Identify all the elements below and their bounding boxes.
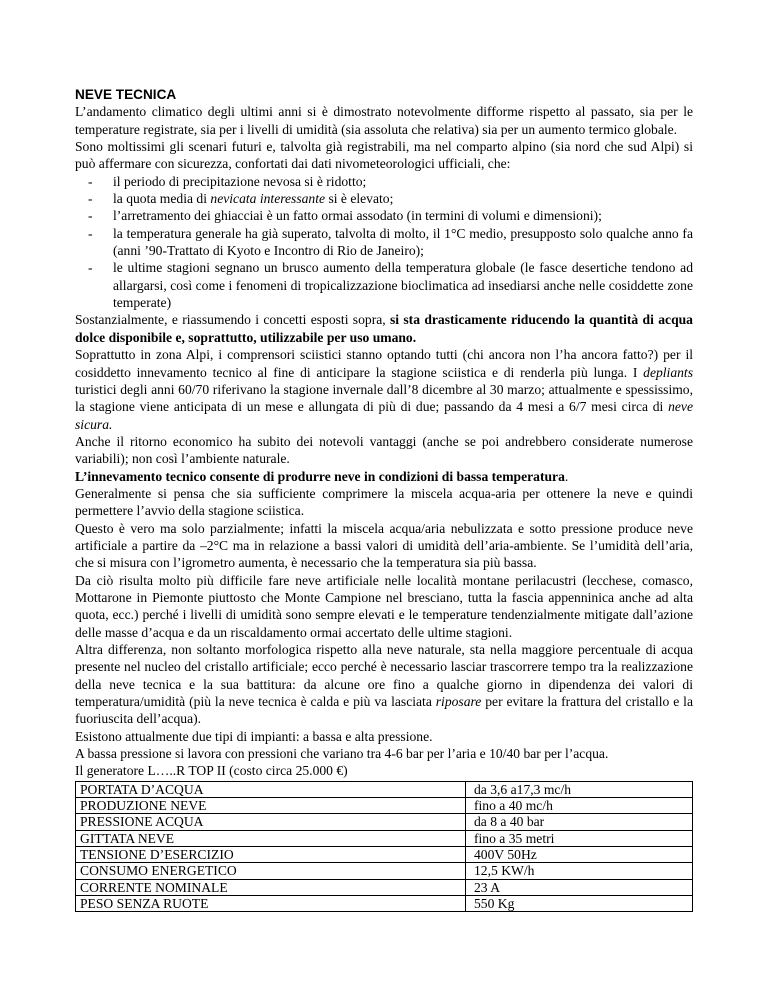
table-row [76,798,693,814]
paragraph-intro: L’andamento climatico degli ultimi anni si è dimostrato notevolmente difforme rispetto al passato, sia per le temperature registrate, sia per i livelli di umidità (sia assoluta che relativa) sia per un aumento termico globale. [75,104,693,137]
paragraph-alps: Soprattutto in zona Alpi, i comprensori sciistici stanno optando tutti (chi ancora non l’ha ancora fatto?) per il cosiddetto innevamento tecnico al fine di anticipare la stagione sciistica e di renderla più lunga. I depliants turistici degli anni 60/70 riferivano la stagione invernale dall’8 dicembre al 30 marzo; attualmente e spessissimo, la stagione viene anticipata di un mese e allungata di più di due; passando da 4 mesi a 6/7 mesi circa di neve sicura. [75,347,693,432]
table-row [76,830,693,846]
spec-value: da 3,6 a17,3 mc/h [466,781,693,797]
table-row [76,863,693,879]
paragraph-locations: Da ciò risulta molto più difficile fare neve artificiale nelle località montane perilacustri (lecchese, comasco, Mottarone in Piemonte piuttosto che Monte Campione nel bresciano, tutta la fascia appenninica anche ad alta quota, ecc.) perché i livelli di umidità sono sempre elevati e le temperature tendenzialmente mitigate dall’azione delle masse d’acqua e da un riscaldamento ormai accertato delle ultime stagioni. [75,572,693,640]
paragraph-scenarios: Sono moltissimi gli scenari futuri e, talvolta già registrabili, ma nel comparto alpino (sia nord che sud Alpi) si può affermare con sicurezza, confortati dai dati nivometeorologici ufficiali, che: [75,139,693,172]
spec-label: PESO SENZA RUOTE [76,895,466,911]
bullet-item: - la quota media di nevicata interessante si è elevato; [88,191,394,207]
bullet-list [75,173,693,312]
table-row [76,895,693,911]
spec-label: CORRENTE NOMINALE [76,879,466,895]
document-title: NEVE TECNICA [75,87,177,102]
spec-label: PORTATA D’ACQUA [76,781,466,797]
spec-value: 23 A [466,879,693,895]
bullet-item: - il periodo di precipitazione nevosa si è ridotto; [88,173,367,189]
table-row [76,846,693,862]
spec-value: 12,5 KW/h [466,863,693,879]
spec-value: 400V 50Hz [466,846,693,862]
dash-marker: - [88,208,93,224]
paragraph-summary: Sostanzialmente, e riassumendo i concetti esposti sopra, si sta drasticamente riducendo la quantità di acqua dolce disponibile e, soprattutto, utilizzabile per uso umano. [75,312,693,345]
bullet-item: - la temperatura generale ha già superato, talvolta di molto, il 1°C medio, presupposto solo qualche anno fa (anni ’90-Trattato di Kyoto e Incontro di Rio de Janeiro); [88,225,693,259]
dash-marker: - [88,225,93,241]
dash-marker: - [88,191,93,207]
spec-value: fino a 40 mc/h [466,798,693,814]
bullet-item: - l’arretramento dei ghiacciai è un fatto ormai assodato (in termini di volumi e dimensioni); [88,208,602,224]
paragraph-economic: Anche il ritorno economico ha subito dei notevoli vantaggi (anche se poi andrebbero considerate numerose variabili); non così l’ambiente naturale. [75,433,693,467]
spec-label: PRESSIONE ACQUA [76,814,466,830]
paragraph-humidity: Questo è vero ma solo parzialmente; infatti la miscela acqua/aria nebulizzata e sotto pressione produce neve artificiale a partire da –2°C ma in relazione a bassi valori di umidità dell’aria-ambiente. Se l’umidità dell’aria, che si misura con l’igrometro aumenta, è necessario che la temperatura sia più bassa. [75,520,693,571]
spec-value: da 8 a 40 bar [466,814,693,830]
spec-label: PRODUZIONE NEVE [76,798,466,814]
paragraph-crystal: Altra differenza, non soltanto morfologica rispetto alla neve naturale, sta nella maggiore percentuale di acqua presente nel nucleo del cristallo artificiale; ecco perché è necessario lasciar trascorrere tempo tra la realizzazione della neve tecnica e la sua battitura: da alcune ore fino a qualche giorno in dipendenza dei valori di temperatura/umidità (più la neve tecnica è calda e più va lasciata riposare per evitare la frattura del cristallo e la fuoriuscita dell’acqua). [75,642,693,727]
paragraph-plant-types: Esistono attualmente due tipi di impianti: a bassa e alta pressione. [75,728,433,744]
spec-label: TENSIONE D’ESERCIZIO [76,846,466,862]
table-row [76,879,693,895]
bullet-item: - le ultime stagioni segnano un brusco aumento della temperatura globale (le fasce desertiche tendono ad allargarsi, così come i fenomeni di tropicalizzazione bioclimatica ad insediarsi anche nelle cosiddette zone temperate) [88,260,693,311]
document-page [75,86,693,912]
paragraph-mixture: Generalmente si pensa che sia sufficiente comprimere la miscela acqua-aria per ottenere la neve e quindi permettere l’avvio della stagione sciistica. [75,485,693,519]
paragraph-generator: Il generatore L…..R TOP II (costo circa 25.000 €) [75,763,348,779]
dash-marker: - [88,173,93,189]
table-row [76,781,693,797]
spec-value: 550 Kg [466,895,693,911]
spec-label: GITTATA NEVE [76,830,466,846]
table-row [76,814,693,830]
paragraph-key-statement: L’innevamento tecnico consente di produrre neve in condizioni di bassa temperatura. [75,468,569,484]
specs-table [75,781,693,912]
dash-marker: - [88,260,93,276]
paragraph-low-pressure: A bassa pressione si lavora con pressioni che variano tra 4-6 bar per l’aria e 10/40 bar per l’acqua. [75,746,609,762]
spec-label: CONSUMO ENERGETICO [76,863,466,879]
spec-value: fino a 35 metri [466,830,693,846]
